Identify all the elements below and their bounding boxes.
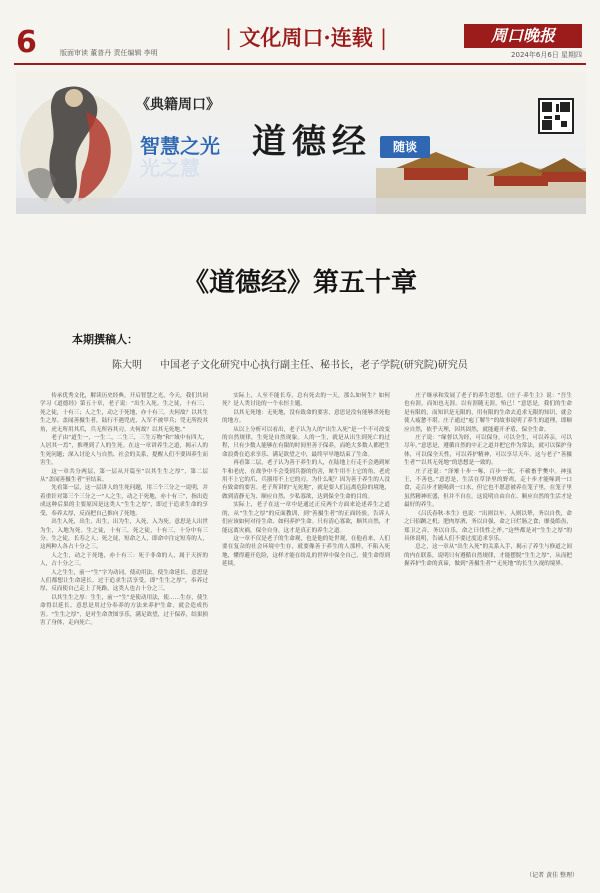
paragraph: 这一章不仅是老子的生命观，也是他的处世观，在他看来，人们要在复杂的社会环境中生存，就要像善于养生的人那样，不陷入死地，懂得避开危险，这样才能在纷乱的世界中保全自己，使生命得到延续。 (222, 535, 390, 568)
banner-series-title: 《典籍周口》 (136, 97, 220, 113)
paragraph: 以其无死地：无死地，没有致命的要害，意思是没有能够杀死他的地方。 (222, 409, 390, 425)
section-title: | 文化周口·连载 | (225, 25, 388, 50)
body-column-2 (222, 392, 390, 862)
paragraph: 《吕氏春秋·本生》也说：“出则以车，入则以辇，务以自佚，命之曰招蹶之机；肥肉厚酒，务以自强，命之曰烂肠之食；靡曼皓齿，郑卫之音，务以自乐，命之曰伐性之斧。”这些都是对“生生之厚”的具体说明，告诫人们不要过度追求享乐。 (404, 510, 572, 542)
paragraph: 人之生，动之于死地，亦十有三：死于非命的人，属于天折的人，占十分之三。 (40, 552, 208, 568)
banner-subtitle: 智慧之光 (140, 134, 220, 158)
body-column-3 (404, 392, 572, 862)
paragraph: 庄子继承和发展了老子的养生思想，《庄子·养生主》说：“吾生也有涯，而知也无涯。以有涯随无涯，殆已！”意思是，我们的生命是有限的，而知识是无限的，用有限的生命去追求无限的知识，就会使人疲惫不堪。庄子通过“庖丁解牛”的故事说明了养生的道理，即顺应自然，依乎天理，因其固然，就能避开矛盾，保全生命。 (404, 393, 572, 433)
banner-tag: 随谈 (380, 136, 430, 158)
paragraph: 先看第一层，这一层讲人的生死问题，用三个三分之一说明，并着重针对第三个三分之一“人之生，动之于死地，亦十有三”，指出造成这种后果的主要原因是这类人“生生之厚”，即过于追求生命的享受，奉养太厚，反而把自己推向了死地。 (40, 485, 208, 517)
author-name: 陈大明 (112, 360, 142, 371)
banner-classic-title: 道德经 (252, 122, 372, 162)
staff-credits: 版面审读 董普丹 责任编辑 李明 (60, 49, 158, 57)
column-banner (16, 72, 586, 214)
paragraph: 传承优秀文化，解读历史经典。开启智慧之光，今天，我们共同学习《道德经》第五十章，老子说：“出生入死。生之徒，十有三；死之徒，十有三；人之生，动之于死地，亦十有三。夫何故？以其生生之厚。盖闻善摄生者，陆行不遇兕虎，入军不被甲兵；兕无所投其角，虎无所用其爪，兵无所容其刃。夫何故？以其无死地。” (40, 393, 208, 433)
paragraph: 再看第二层，老子认为善于养生的人，在陆地上行走不会遇到犀牛和老虎，在战争中不会受到兵器的伤害，犀牛用不上它的角，老虎用不上它的爪，兵器用不上它的刃。为什么呢？因为善于养生的人没有致命的要害。老子所讲的“无死地”，就是要人们远离危险的境地，做到清静无为、顺应自然、少私寡欲，达到保全生命的目的。 (222, 460, 390, 500)
newspaper-logo: 周口晚报 (464, 24, 582, 48)
paragraph: 出生入死，出生，出生，出为生，入死，入为死。意思是人出世为生，入地为死。生之徒，十有三，死之徒，十有三，十分中有三分。生之徒，长寿之人；死之徒，短命之人，即命中注定短寿的人，这两种人各占十分之三。 (40, 519, 208, 551)
banner-subtitle-reflection: 光之慧 (140, 156, 200, 180)
paragraph: 人之生生，前一“生”字为动词，使动用法，使生命延长。意思是人们都想让生命延长、过于追求生活享受，即“生生之厚”，奉养过厚，反而使自己走上了死路，这类人也占十分之三。 (40, 569, 208, 593)
paragraph: 这一章共分两层，第一层从开篇至“以其生生之厚”，第二层从“盖闻善摄生者”至结束。 (40, 468, 208, 484)
body-column-1 (40, 392, 208, 862)
issue-date: 2024年6月6日 星期四 (511, 51, 582, 59)
paragraph: 总之，这一章从“出生入死”的关系入手，揭示了养生与修道之间的内在联系，说明只有遵循自然规律，才能摆脱“生生之厚”，从而把握养护生命的真谛，做到“善摄生者”“无死地”的长生久视的境界。 (404, 544, 572, 568)
author-bio: 中国老子文化研究中心执行副主任、秘书长，老子学院(研究院)研究员 (160, 360, 468, 371)
paragraph: 从以上分析可以看出，老子认为人的“出生入死”是一个不可改变的自然规律，生死是自然现象。人的一生，就是从出生到死亡的过程，只有少数人能够在有限的时间里善于保养，而绝大多数人都把生命浪费在追求享乐、满足欲望之中，最终早早地结束了生命。 (222, 426, 390, 458)
paragraph: 以其生生之厚：生生，前一“生”是使动用法，使……生存，使生命得以延长。意思是用过分奉养的方法来养护生命，就会造成伤害。“生生之厚”，是对生命贪图享乐，满足欲望，过于保养，结果损害了身体，走向死亡。 (40, 594, 208, 626)
header-divider (14, 63, 586, 65)
paragraph: 实际上，人至不能长寿，总有死去的一天，那么如何生？如何死？是人类讨论的一个永恒主题。 (222, 393, 390, 408)
page-number: 6 (16, 25, 37, 60)
paragraph: 老子由“道生一，一生二，二生三，三生万物”和“域中有四大，人居其一焉”，推理到了人的生死。在这一章讲养生之道，揭示人的生死问题；深入讨论人与自然、社会的关系，提醒人们不要因养生而害生。 (40, 435, 208, 467)
paragraph: 庄子还说：“泽雉十步一啄，百步一饮，不蕲畜乎樊中。神虽王，不善也。”意思是，生活在草泽里的野鸡，走十步才能啄到一口食，走百步才能喝到一口水，但它也不愿意被养在笼子里，在笼子里虽然精神旺盛，但并不自在。这说明自由自在、顺应自然的生活才是最好的养生。 (404, 468, 572, 509)
page-header (0, 0, 600, 68)
article-title: 《道德经》第五十章 (182, 268, 417, 298)
section-title-text: 文化周口·连载 (239, 25, 373, 50)
paragraph: 庄子说：“缘督以为经，可以保身，可以全生，可以养亲，可以尽年。”意思是，遵循自然的中正之道并把它作为常法，就可以保护身体，可以保全天性，可以养护精神，可以享尽天年。这与老子“善摄生者”“以其无死地”的思想是一致的。 (404, 435, 572, 467)
qr-code-icon[interactable] (538, 98, 574, 134)
paragraph: 实际上，老子在这一章中是通过正反两个方面来论述养生之道的，从“生生之厚”的反面教训，到“善摄生者”的正面经验，告诉人们应该如何对待生命、如何养护生命。只有清心寡欲，顺其自然，才能远离灾祸，保全自身，这才是真正的养生之道。 (222, 502, 390, 534)
author-label: 本期撰稿人： (72, 333, 138, 346)
editor-signature: （记者 黄佳 整理） (526, 872, 578, 879)
